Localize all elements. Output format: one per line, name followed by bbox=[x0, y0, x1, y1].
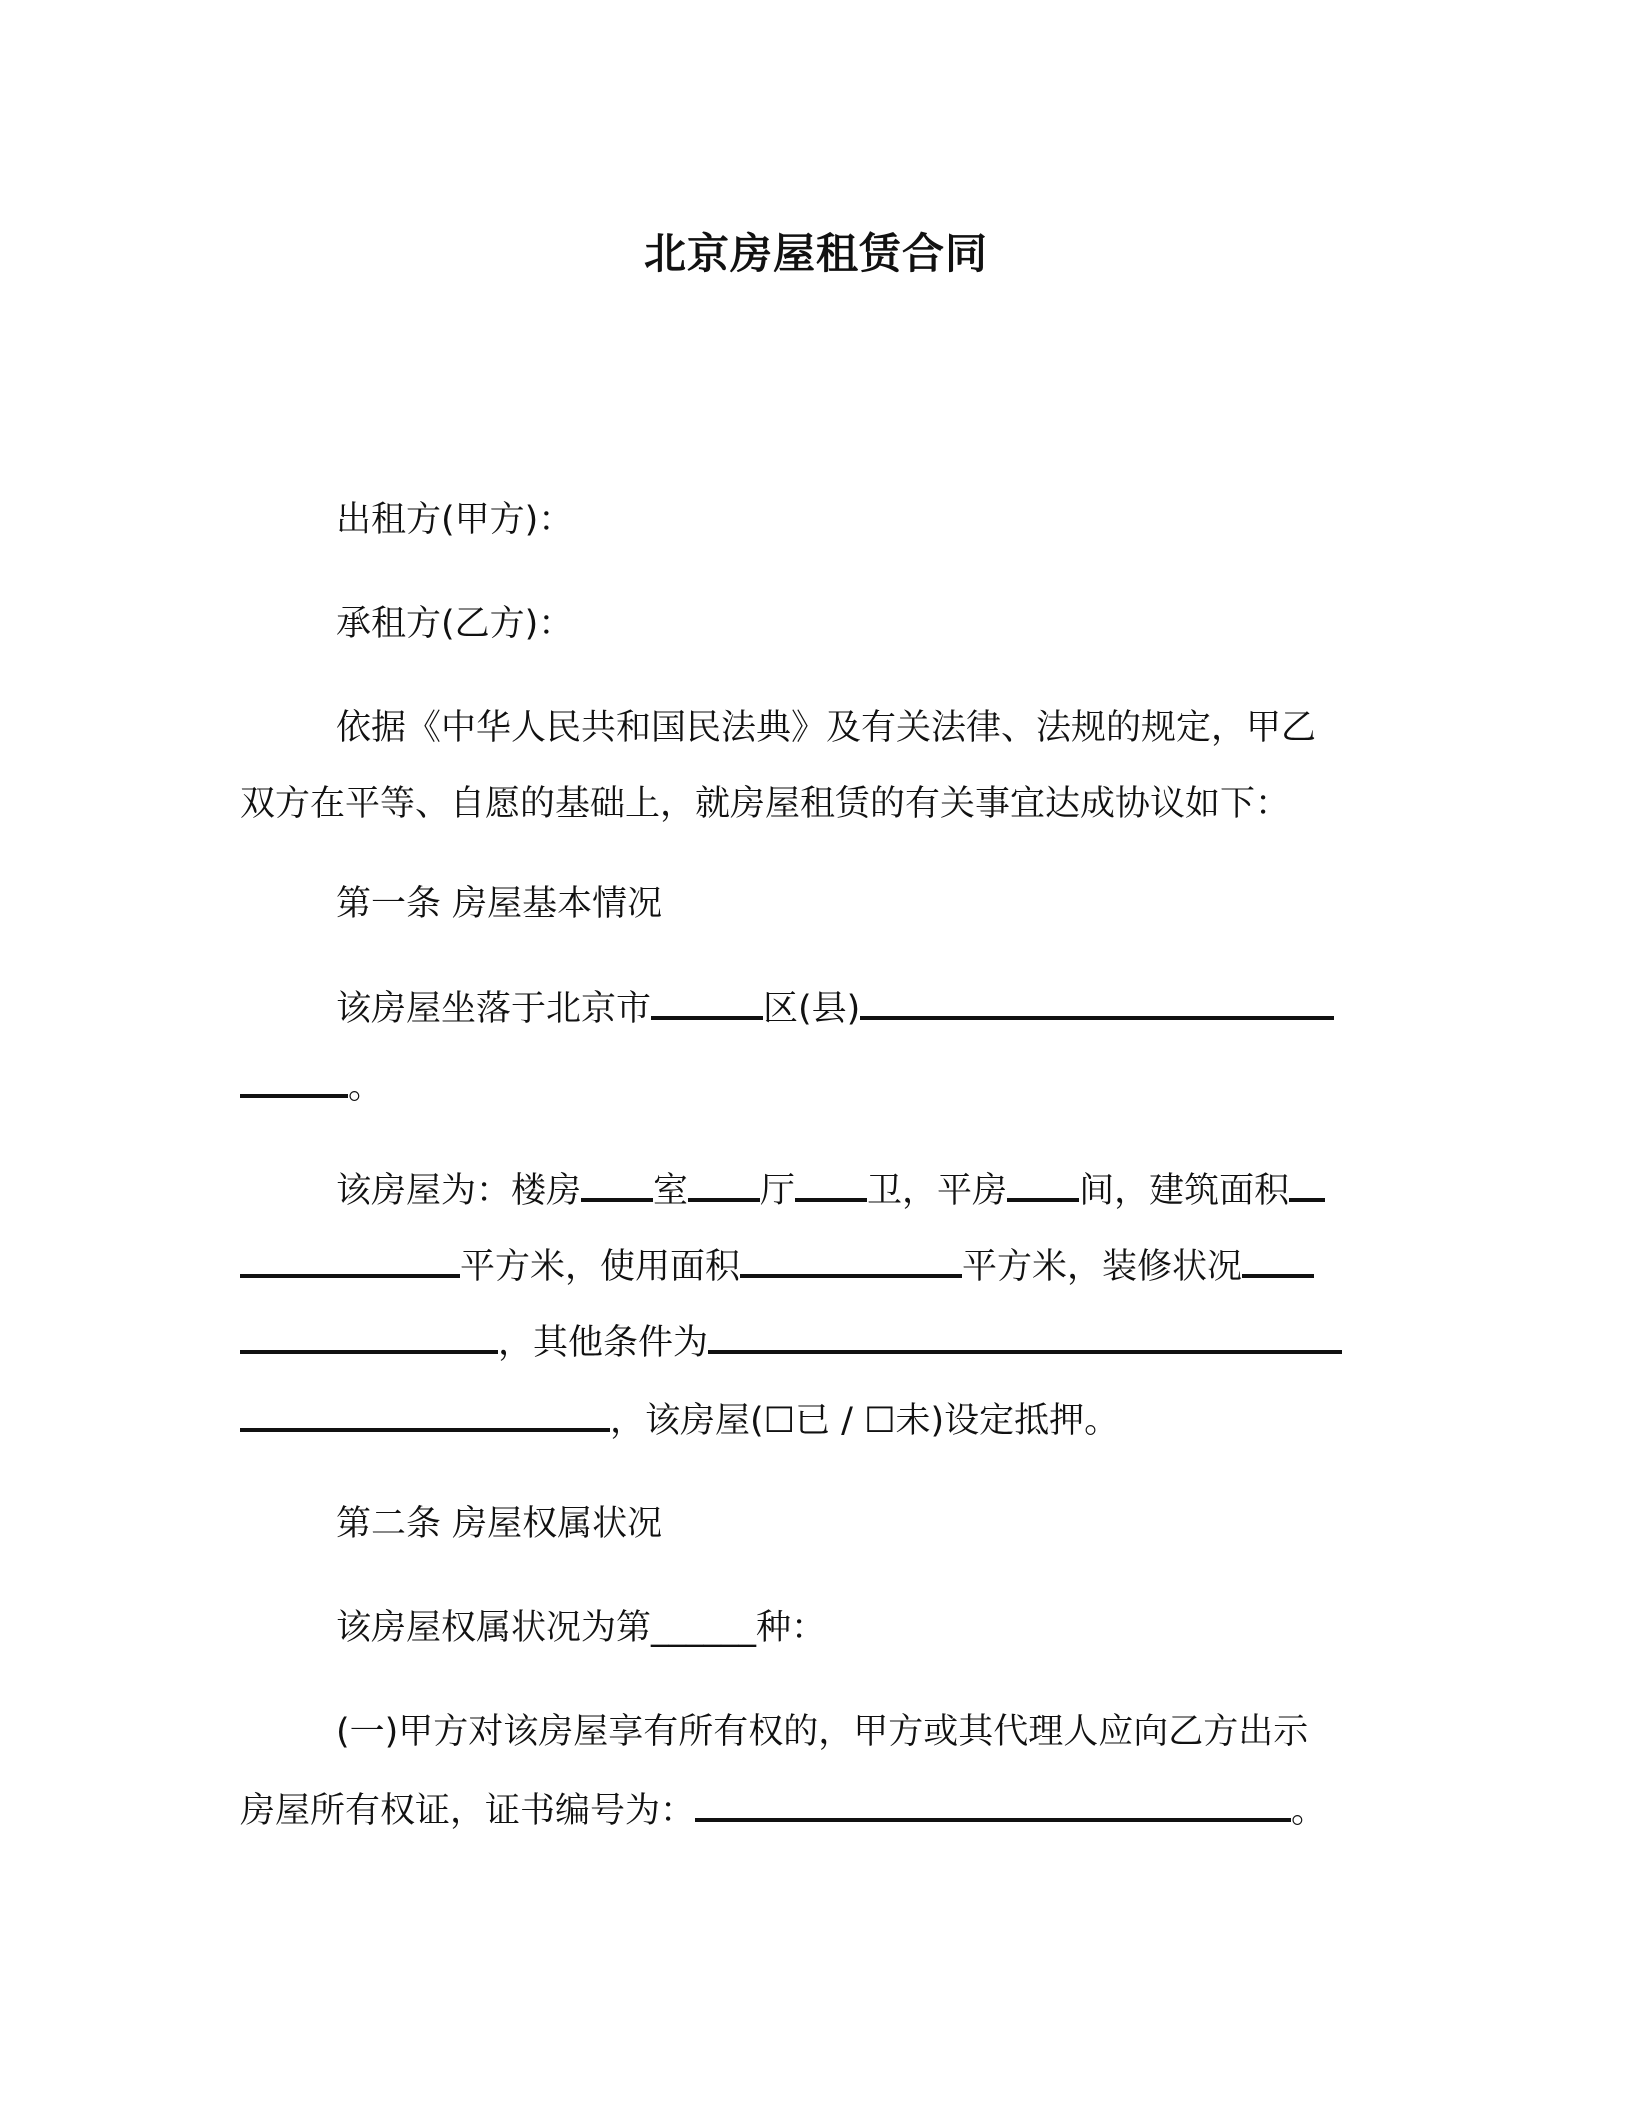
other-conditions-blank-continued[interactable] bbox=[240, 1396, 610, 1432]
certificate-number-blank[interactable] bbox=[695, 1786, 1291, 1822]
address-blank-continued[interactable] bbox=[240, 1062, 348, 1098]
house-type-text: 该房屋为：楼房 bbox=[336, 1171, 582, 1211]
halls-label: 厅 bbox=[760, 1171, 796, 1211]
building-area-label: 间，建筑面积 bbox=[1079, 1171, 1290, 1211]
house-details-line-2 bbox=[240, 1242, 1314, 1291]
location-line-2 bbox=[240, 1062, 383, 1111]
location-text-district: 区(县) bbox=[763, 989, 861, 1029]
other-conditions-label: ，其他条件为 bbox=[498, 1323, 709, 1363]
mortgage-no-checkbox[interactable]: ☐ bbox=[864, 1401, 896, 1441]
baths-label: 卫，平房 bbox=[867, 1171, 1008, 1211]
ownership-type-line: 该房屋权属状况为第______种： bbox=[336, 1608, 827, 1648]
lessor-line: 出租方(甲方)： bbox=[336, 500, 574, 540]
location-text-city: 该房屋坐落于北京市 bbox=[336, 989, 652, 1029]
address-blank[interactable] bbox=[860, 984, 1334, 1020]
rooms-blank[interactable] bbox=[581, 1166, 653, 1202]
mortgage-yes-label: 已 / bbox=[795, 1401, 865, 1441]
house-details-line-1 bbox=[336, 1166, 1325, 1215]
usable-area-blank[interactable] bbox=[740, 1242, 962, 1278]
usable-area-label: 平方米，使用面积 bbox=[460, 1247, 741, 1287]
mortgage-text-start: ，该房屋( bbox=[610, 1401, 764, 1441]
mortgage-no-label: 未)设定抵押。 bbox=[895, 1401, 1120, 1441]
ownership-item-1-line-2 bbox=[240, 1786, 1326, 1835]
house-details-line-3 bbox=[240, 1318, 1342, 1367]
decoration-blank[interactable] bbox=[1242, 1242, 1314, 1278]
decoration-label: 平方米，装修状况 bbox=[962, 1247, 1243, 1287]
location-end-mark: 。 bbox=[348, 1067, 384, 1107]
baths-blank[interactable] bbox=[795, 1166, 867, 1202]
rooms-label: 室 bbox=[653, 1171, 689, 1211]
preamble-line-2: 双方在平等、自愿的基础上，就房屋租赁的有关事宜达成协议如下： bbox=[240, 784, 1291, 824]
ownership-item-1-line-1: (一)甲方对该房屋享有所有权的，甲方或其代理人应向乙方出示 bbox=[336, 1712, 1309, 1752]
document-title: 北京房屋租赁合同 bbox=[643, 229, 988, 278]
other-conditions-blank[interactable] bbox=[708, 1318, 1342, 1354]
certificate-number-label: 房屋所有权证，证书编号为： bbox=[240, 1791, 696, 1831]
mortgage-yes-checkbox[interactable]: ☐ bbox=[763, 1401, 796, 1441]
halls-blank[interactable] bbox=[688, 1166, 760, 1202]
article-1-heading: 第一条 房屋基本情况 bbox=[336, 884, 663, 924]
house-details-line-4 bbox=[240, 1396, 1119, 1445]
district-blank[interactable] bbox=[651, 984, 763, 1020]
location-line-1 bbox=[336, 984, 1334, 1033]
bungalow-rooms-blank[interactable] bbox=[1007, 1166, 1079, 1202]
article-2-heading: 第二条 房屋权属状况 bbox=[336, 1504, 663, 1544]
certificate-end-mark: 。 bbox=[1291, 1791, 1327, 1831]
building-area-blank-continued[interactable] bbox=[240, 1242, 460, 1278]
lessee-line: 承租方(乙方)： bbox=[336, 604, 574, 644]
decoration-blank-continued[interactable] bbox=[240, 1318, 498, 1354]
building-area-blank[interactable] bbox=[1289, 1166, 1325, 1202]
preamble-line-1: 依据《中华人民共和国民法典》及有关法律、法规的规定，甲乙 bbox=[336, 708, 1317, 748]
